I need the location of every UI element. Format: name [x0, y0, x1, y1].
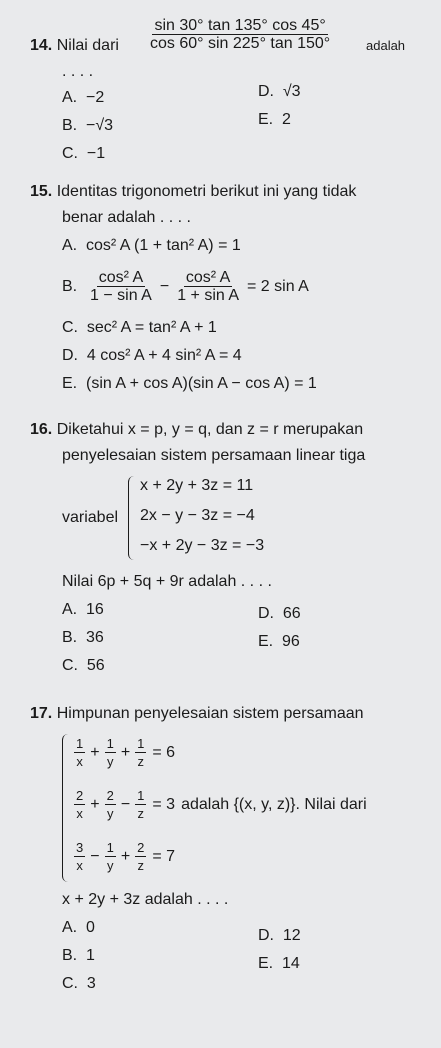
q14-option-e: E. 2 [258, 111, 291, 128]
q17-after: adalah {(x, y, z)}. Nilai dari [181, 795, 367, 813]
q17-option-d: D. 12 [258, 927, 301, 944]
q16-number: 16. [30, 421, 53, 438]
q15-option-b: B. $\frac{\text{cos² A}}{\text{1 − sin A}}$ − $\frac{\text{cos² A}}{\text{1 + sin A}}$ = 2 sin A [62, 269, 309, 304]
q17-eq3: $\frac{3}{x}$ − $\frac{1}{y}$ + $\frac{2}{z}$ = 7 [76, 840, 176, 873]
q15-option-a: A. cos² A (1 + tan² A) = 1 [62, 237, 241, 254]
q14-dots: . . . . [62, 63, 94, 80]
q15-option-c: C. sec² A = tan² A + 1 [62, 319, 217, 336]
q14-tail: adalah [366, 38, 406, 53]
q17-number: 17. [30, 705, 53, 722]
q16-option-d: D. 66 [258, 605, 301, 622]
q15-option-e: E. (sin A + cos A)(sin A − cos A) = 1 [62, 375, 317, 392]
q17-option-c: C. 3 [62, 975, 96, 992]
q14-numerator: sin 30° tan 135° cos 45° [154, 17, 326, 34]
q17-eq1: $\frac{1}{x}$ + $\frac{1}{y}$ + $\frac{1}{z}$ = 6 [76, 736, 176, 769]
q16-option-a: A. 16 [62, 601, 104, 618]
q14-option-b: B. −√3 [62, 117, 114, 134]
q16-eq2: 2x − y − 3z = −4 [140, 507, 255, 524]
q15-number: 15. [30, 183, 53, 200]
q16-line2: penyelesaian sistem persamaan linear tiga [62, 447, 366, 464]
q17-brace [62, 734, 71, 882]
q17-question: x + 2y + 3z adalah . . . . [62, 891, 229, 908]
q14-denominator: cos 60° sin 225° tan 150° [150, 35, 331, 52]
q16-eq1: x + 2y + 3z = 11 [140, 477, 254, 494]
q14-option-c: C. −1 [62, 145, 106, 162]
q16-option-c: C. 56 [62, 657, 105, 674]
q16-question: Nilai 6p + 5q + 9r adalah . . . . [62, 573, 272, 590]
q16-option-b: B. 36 [62, 629, 104, 646]
q15-option-d: D. 4 cos² A + 4 sin² A = 4 [62, 347, 242, 364]
q16-var-label: variabel [62, 509, 119, 526]
q15-line2: benar adalah . . . . [62, 209, 191, 226]
q14-number-lead [30, 36, 119, 56]
q17-option-b: B. 1 [62, 947, 95, 964]
q14-lead: Nilai dari [56, 37, 119, 54]
q17-option-e: E. 14 [258, 955, 300, 972]
q16-line1: 16. Diketahui x = p, y = q, dan z = r merupakan [30, 421, 364, 438]
q14-number: 14. [30, 37, 53, 54]
q14-option-a: A. −2 [62, 89, 105, 106]
q17-eq2: $\frac{2}{x}$ + $\frac{2}{y}$ − $\frac{1}{z}$ = 3 adalah {(x, y, z)}. Nilai dari [76, 788, 367, 821]
q17-line1: 17. Himpunan penyelesaian sistem persamaan [30, 705, 364, 722]
q16-eq3: −x + 2y − 3z = −3 [140, 537, 265, 554]
q14-fraction [146, 18, 334, 51]
q16-brace [128, 476, 137, 560]
q17-option-a: A. 0 [62, 919, 95, 936]
q16-option-e: E. 96 [258, 633, 300, 650]
q14-option-d: D. √3 [258, 83, 301, 100]
q15-line1: 15. Identitas trigonometri berikut ini yang tidak [30, 183, 357, 200]
